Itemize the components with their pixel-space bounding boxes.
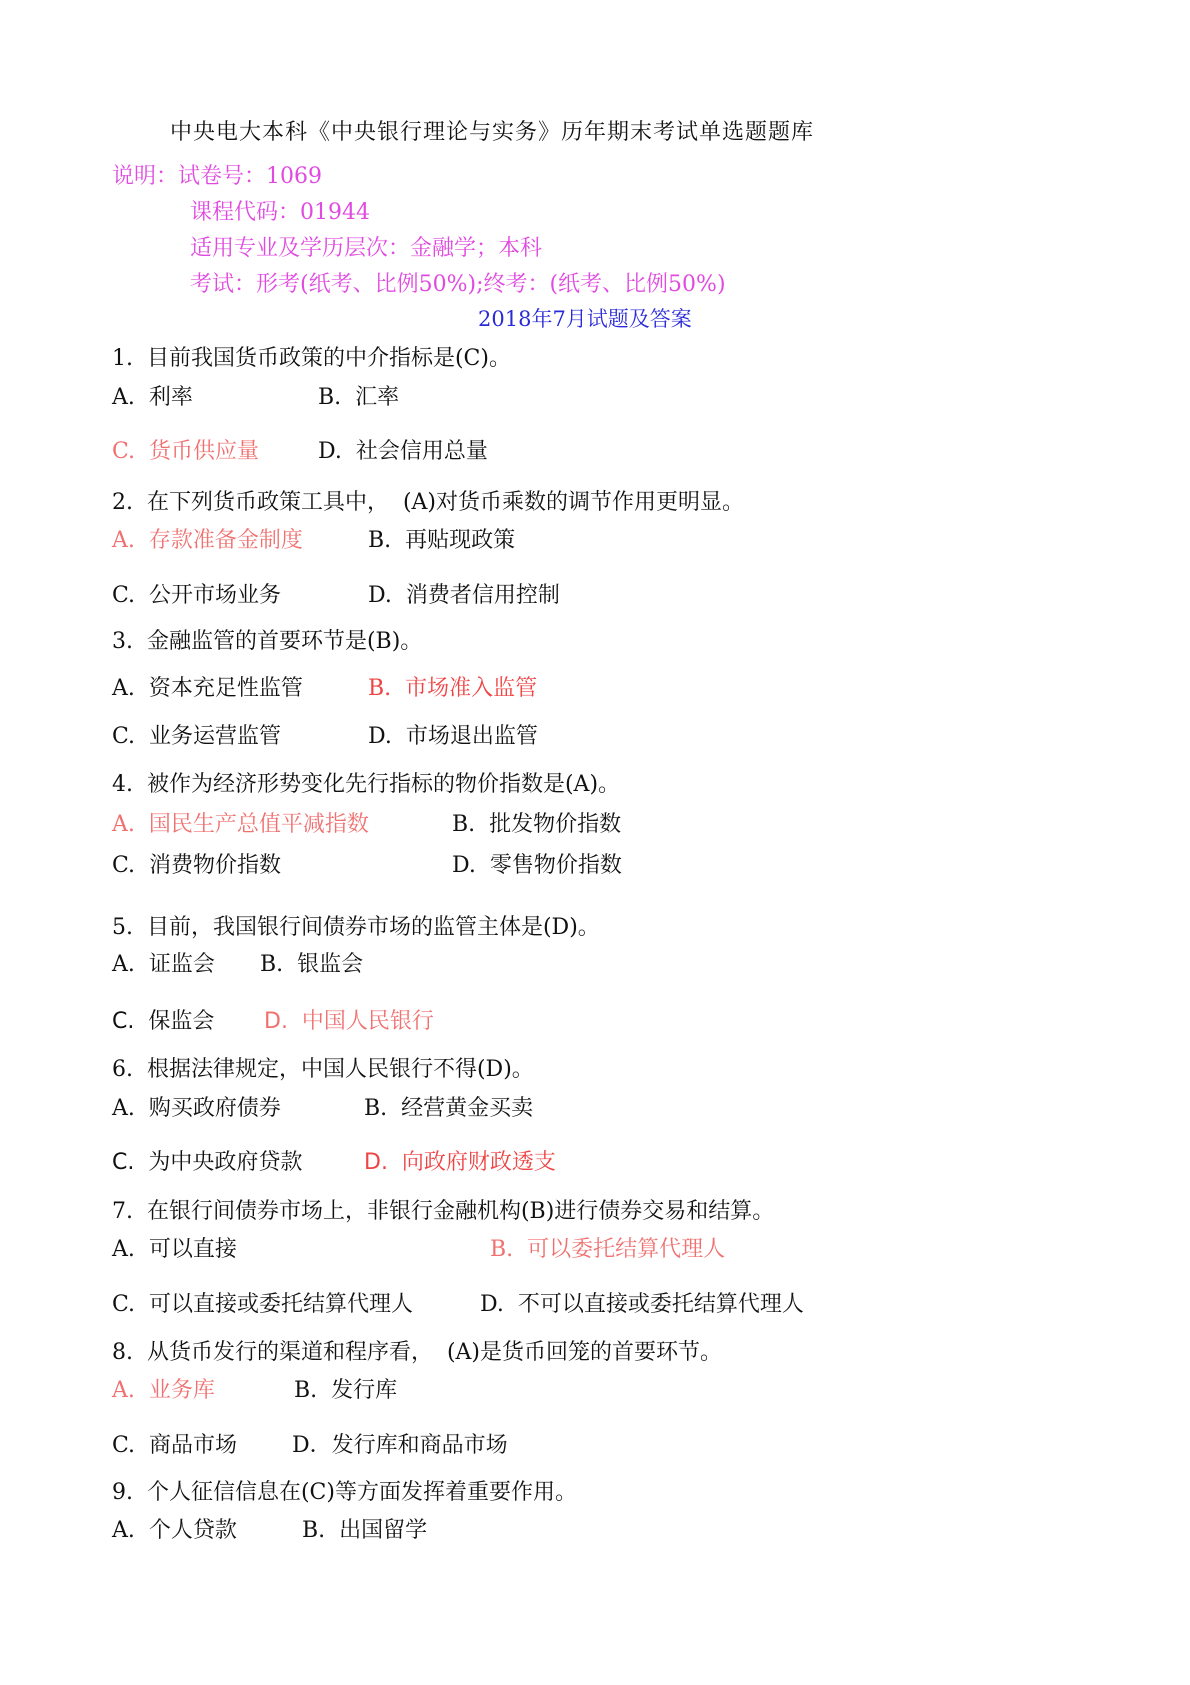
option-d: D. 消费者信用控制 [368, 583, 560, 608]
question-stem: 6. 根据法律规定，中国人民银行不得(D)。 [112, 1057, 534, 1082]
option-a: A. 购买政府债券 [112, 1096, 281, 1121]
option-a: A. 证监会 [112, 952, 215, 977]
info-major-level: 适用专业及学历层次：金融学；本科 [190, 236, 543, 261]
option-a: A. 利率 [112, 385, 193, 410]
option-c-answer: C. 货币供应量 [112, 439, 260, 464]
info-exam-number: 说明：试卷号：1069 [112, 164, 322, 189]
question-stem: 4. 被作为经济形势变化先行指标的物价指数是(A)。 [112, 772, 621, 797]
option-b: B. 再贴现政策 [368, 528, 516, 553]
option-d: D. 市场退出监管 [368, 724, 538, 749]
info-course-code: 课程代码：01944 [190, 200, 370, 225]
question-stem: 9. 个人征信信息在(C)等方面发挥着重要作用。 [112, 1480, 577, 1505]
option-a: A. 个人贷款 [112, 1518, 237, 1543]
option-d-answer: D. 向政府财政透支 [364, 1150, 556, 1175]
option-b: B. 银监会 [260, 952, 364, 977]
question-stem: 8. 从货币发行的渠道和程序看， (A)是货币回笼的首要环节。 [112, 1340, 723, 1365]
option-c: C. 可以直接或委托结算代理人 [112, 1292, 414, 1317]
option-d: D. 不可以直接或委托结算代理人 [480, 1292, 804, 1317]
option-c: C. 公开市场业务 [112, 583, 282, 608]
option-d: D. 零售物价指数 [452, 853, 622, 878]
option-b-answer: B. 市场准入监管 [368, 676, 538, 701]
exam-subtitle: 2018年7月试题及答案 [478, 307, 692, 331]
question-stem: 1. 目前我国货币政策的中介指标是(C)。 [112, 346, 511, 371]
option-b: B. 经营黄金买卖 [364, 1096, 534, 1121]
option-b: B. 批发物价指数 [452, 812, 622, 837]
option-d: D. 社会信用总量 [318, 439, 488, 464]
option-c: C. 消费物价指数 [112, 853, 282, 878]
option-a: A. 可以直接 [112, 1237, 237, 1262]
question-stem: 2. 在下列货币政策工具中， (A)对货币乘数的调节作用更明显。 [112, 490, 745, 515]
question-stem: 5. 目前，我国银行间债券市场的监管主体是(D)。 [112, 915, 600, 940]
option-c: C. 为中央政府贷款 [112, 1150, 303, 1175]
option-b: B. 汇率 [318, 385, 400, 410]
option-a-answer: A. 业务库 [112, 1378, 215, 1403]
option-a-answer: A. 国民生产总值平减指数 [112, 812, 369, 837]
option-c: C. 商品市场 [112, 1433, 238, 1458]
option-b: B. 发行库 [294, 1378, 398, 1403]
question-stem: 7. 在银行间债券市场上，非银行金融机构(B)进行债券交易和结算。 [112, 1199, 775, 1224]
document-title: 中央电大本科《中央银行理论与实务》历年期末考试单选题题库 [170, 120, 815, 145]
option-a-answer: A. 存款准备金制度 [112, 528, 303, 553]
option-b: B. 出国留学 [302, 1518, 428, 1543]
question-stem: 3. 金融监管的首要环节是(B)。 [112, 629, 423, 654]
info-exam-format: 考试：形考(纸考、比例50%);终考：(纸考、比例50%) [190, 272, 726, 297]
option-d-answer: D. 中国人民银行 [264, 1009, 434, 1034]
option-b-answer: B. 可以委托结算代理人 [490, 1237, 726, 1262]
option-c: C. 保监会 [112, 1009, 215, 1034]
option-c: C. 业务运营监管 [112, 724, 282, 749]
option-d: D．发行库和商品市场 [292, 1433, 508, 1458]
option-a: A. 资本充足性监管 [112, 676, 303, 701]
